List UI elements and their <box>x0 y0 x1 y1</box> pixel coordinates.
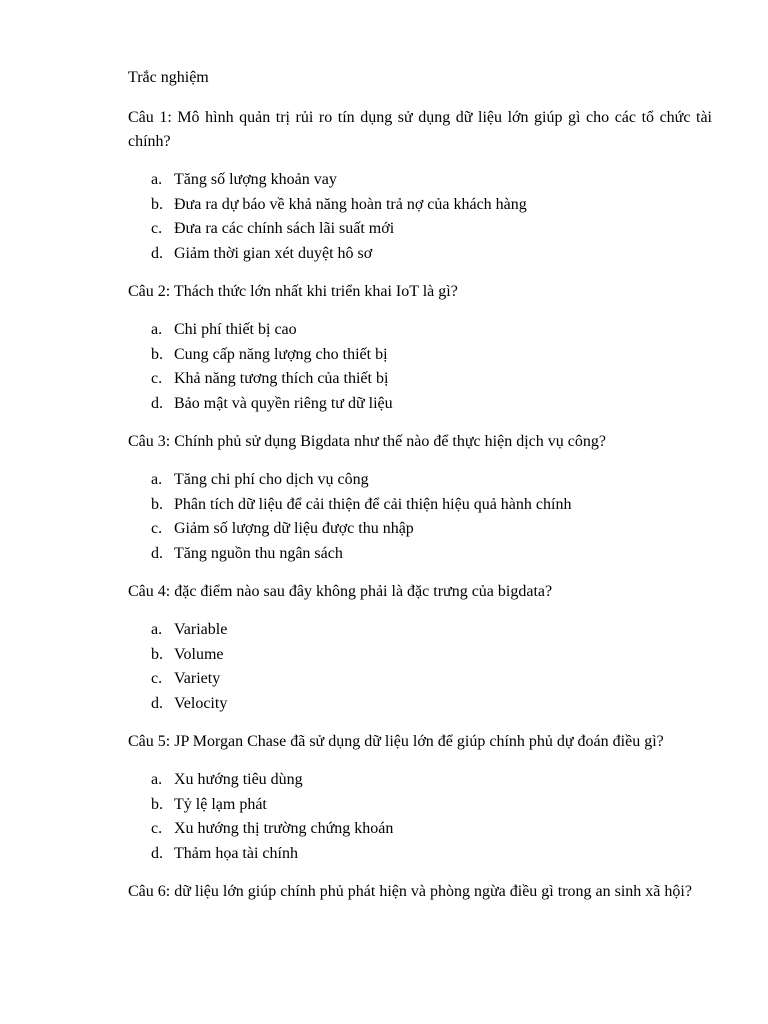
answer-option-c <box>128 517 712 542</box>
option-letter: a. <box>151 771 163 788</box>
question-block-2 <box>128 280 712 416</box>
option-letter: b. <box>151 345 163 363</box>
option-letter: b. <box>151 645 163 663</box>
answer-option-c <box>128 217 712 242</box>
option-text: Variety <box>174 670 221 687</box>
answer-options <box>128 318 712 416</box>
option-letter: d. <box>151 694 163 712</box>
document-title: Trắc nghiệm <box>128 69 209 86</box>
option-letter: c. <box>151 820 163 837</box>
answer-option-d <box>128 842 712 867</box>
question-block-3 <box>128 430 712 566</box>
option-text: Giảm thời gian xét duyệt hô sơ <box>174 244 373 262</box>
question-block-5 <box>128 730 712 866</box>
option-text: Tỷ lệ lạm phát <box>174 795 267 813</box>
answer-options <box>128 768 712 866</box>
question-text: Câu 4: đặc điểm nào sau đây không phải là đặc trưng của bigdata? <box>128 583 553 600</box>
option-text: Cung cấp năng lượng cho thiết bị <box>174 345 388 363</box>
answer-option-d <box>128 542 712 567</box>
option-letter: a. <box>151 621 163 638</box>
answer-option-a <box>128 318 712 343</box>
answer-options <box>128 168 712 266</box>
answer-option-b <box>128 793 712 818</box>
option-letter: d. <box>151 844 163 862</box>
question-text: Câu 5: JP Morgan Chase đã sử dụng dữ liệu lớn để giúp chính phủ dự đoán điều gì? <box>128 733 664 750</box>
answer-option-a <box>128 768 712 793</box>
option-letter: b. <box>151 195 163 213</box>
option-text: Khả năng tương thích của thiết bị <box>174 370 389 387</box>
option-letter: a. <box>151 171 163 188</box>
option-text: Tăng nguồn thu ngân sách <box>174 544 343 562</box>
option-text: Thảm họa tài chính <box>174 844 298 862</box>
option-text: Giảm số lượng dữ liệu được thu nhập <box>174 520 414 537</box>
option-letter: d. <box>151 244 163 262</box>
option-text: Chi phí thiết bị cao <box>174 321 297 338</box>
question-text: Câu 6: dữ liệu lớn giúp chính phủ phát hiện và phòng ngừa điều gì trong an sinh xã hội? <box>128 883 692 900</box>
answer-option-b <box>128 193 712 218</box>
answer-option-a <box>128 468 712 493</box>
option-letter: d. <box>151 394 163 412</box>
option-text: Tăng số lượng khoản vay <box>174 171 337 188</box>
option-letter: c. <box>151 670 163 687</box>
option-text: Xu hướng thị trường chứng khoán <box>174 820 394 837</box>
option-text: Bảo mật và quyền riêng tư dữ liệu <box>174 394 393 412</box>
option-text: Đưa ra dự báo về khả năng hoàn trả nợ của khách hàng <box>174 195 527 213</box>
question-block-1 <box>128 106 712 266</box>
answer-option-d <box>128 692 712 717</box>
question-block-6 <box>128 880 712 904</box>
option-letter: c. <box>151 220 163 237</box>
answer-option-c <box>128 367 712 392</box>
answer-option-a <box>128 618 712 643</box>
answer-option-b <box>128 643 712 668</box>
option-letter: c. <box>151 370 163 387</box>
question-text: Câu 1: Mô hình quản trị rủi ro tín dụng sử dụng dữ liệu lớn giúp gì cho các tổ chức tài chính? <box>128 109 712 150</box>
answer-option-c <box>128 667 712 692</box>
answer-option-b <box>128 343 712 368</box>
option-letter: b. <box>151 495 163 513</box>
option-text: Tăng chi phí cho dịch vụ công <box>174 471 369 488</box>
question-text: Câu 3: Chính phủ sử dụng Bigdata như thế nào để thực hiện dịch vụ công? <box>128 433 606 450</box>
answer-option-d <box>128 392 712 417</box>
question-block-4 <box>128 580 712 716</box>
option-letter: d. <box>151 544 163 562</box>
option-letter: c. <box>151 520 163 537</box>
document-page <box>128 66 712 904</box>
answer-option-d <box>128 242 712 267</box>
option-text: Xu hướng tiêu dùng <box>174 771 303 788</box>
option-text: Phân tích dữ liệu để cải thiện để cải thiện hiệu quả hành chính <box>174 495 572 513</box>
option-text: Velocity <box>174 694 228 712</box>
answer-option-c <box>128 817 712 842</box>
option-text: Variable <box>174 621 228 638</box>
answer-options <box>128 618 712 716</box>
option-letter: b. <box>151 795 163 813</box>
option-letter: a. <box>151 471 163 488</box>
answer-option-a <box>128 168 712 193</box>
option-letter: a. <box>151 321 163 338</box>
question-text: Câu 2: Thách thức lớn nhất khi triển khai IoT là gì? <box>128 283 458 300</box>
option-text: Volume <box>174 645 224 663</box>
option-text: Đưa ra các chính sách lãi suất mới <box>174 220 395 237</box>
answer-options <box>128 468 712 566</box>
answer-option-b <box>128 493 712 518</box>
